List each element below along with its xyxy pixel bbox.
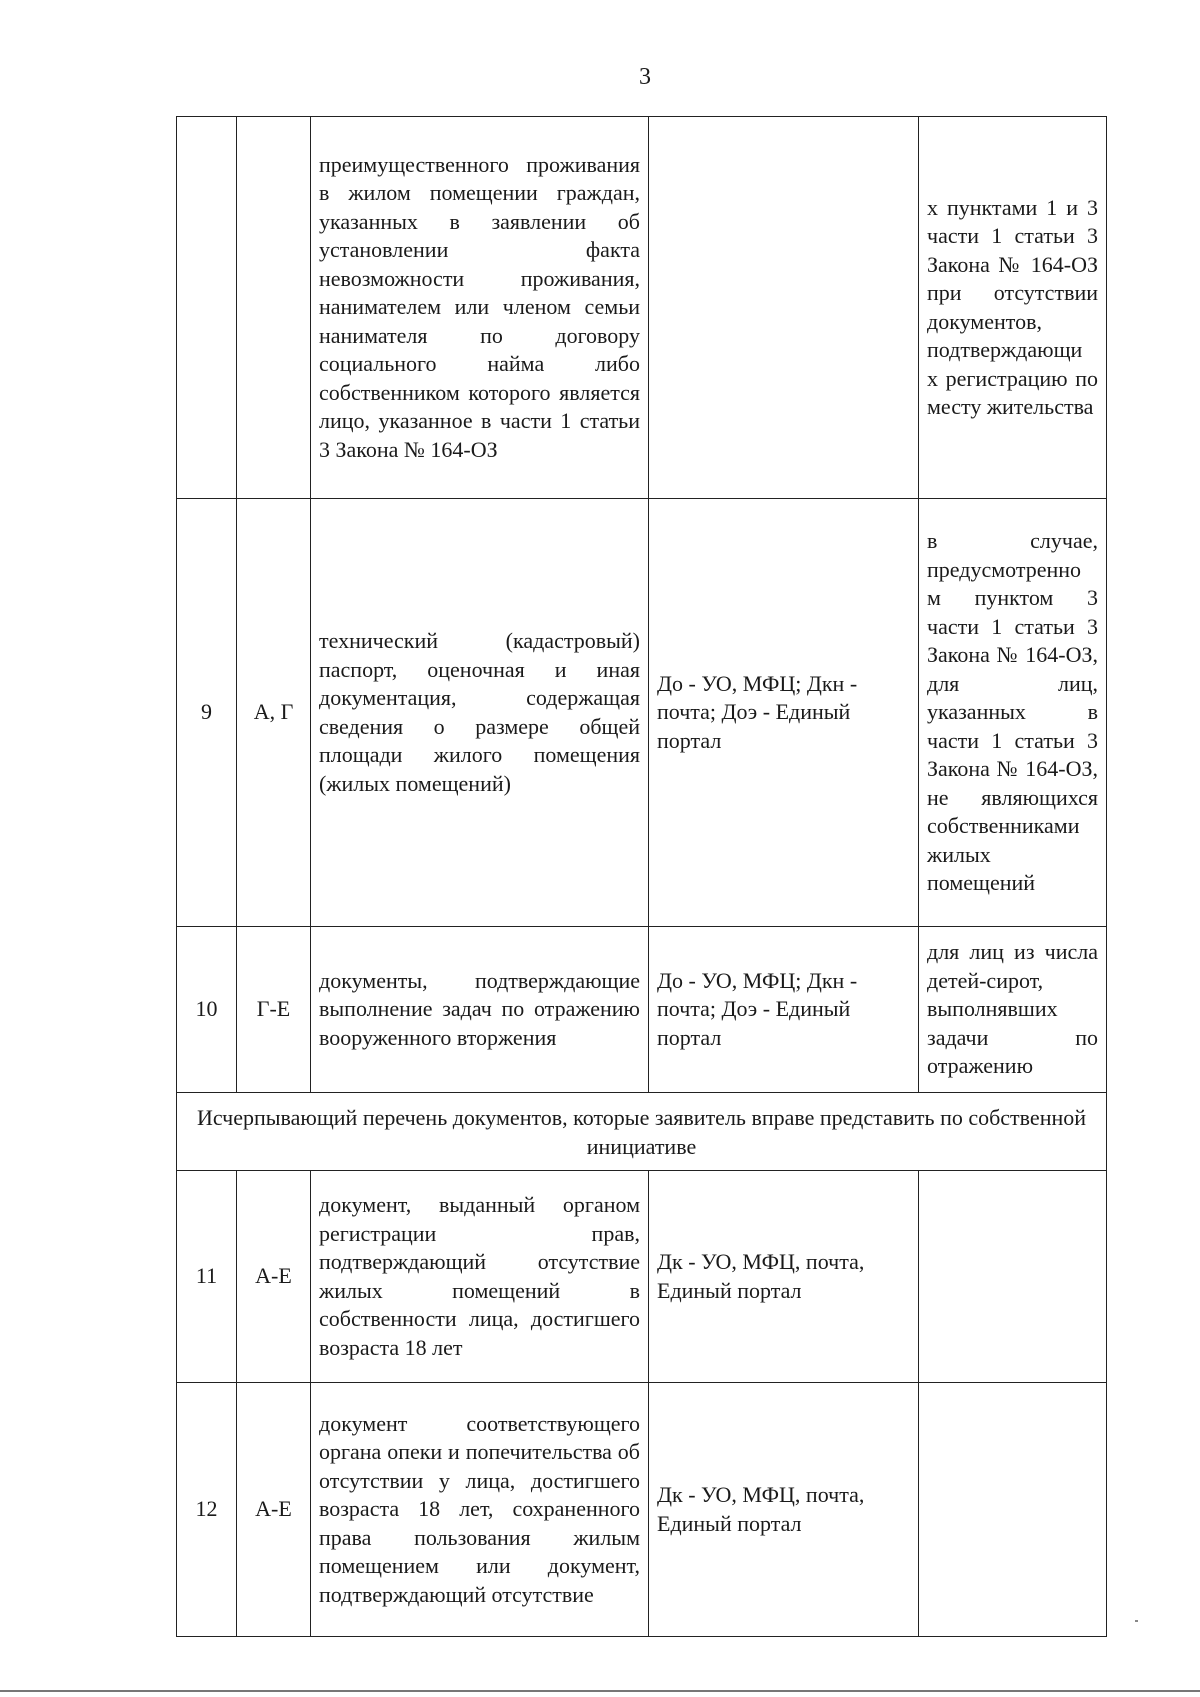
table-row bbox=[177, 1383, 1107, 1637]
submission-method: До - УО, МФЦ; Дкн - почта; Доэ - Единый портал bbox=[649, 927, 919, 1093]
row-note bbox=[919, 1383, 1107, 1637]
row-note: х пунктами 1 и 3 части 1 статьи 3 Закона № 164-ОЗ при отсутствии документов, подтверждающи х регистрацию по месту жительства bbox=[919, 117, 1107, 499]
document-description: технический (кадастровый) паспорт, оценочная и иная документация, содержащая сведения о размере общей площади жилого помещения (жилых помещений) bbox=[311, 499, 649, 927]
document-description: преимущественного проживания в жилом помещении граждан, указанных в заявлении об установлении факта невозможности проживания, нанимателем или членом семьи нанимателя по договору социального найма либо собственником которого является лицо, указанное в части 1 статьи 3 Закона № 164-ОЗ bbox=[311, 117, 649, 499]
row-number: 10 bbox=[177, 927, 237, 1093]
table-row bbox=[177, 499, 1107, 927]
section-heading: Исчерпывающий перечень документов, которые заявитель вправе представить по собственной инициативе bbox=[177, 1093, 1107, 1171]
document-description: документ, выданный органом регистрации прав, подтверждающий отсутствие жилых помещений в собственности лица, достигшего возраста 18 лет bbox=[311, 1171, 649, 1383]
row-category: А, Г bbox=[237, 499, 311, 927]
scan-speck bbox=[1135, 1620, 1138, 1622]
table-row bbox=[177, 1171, 1107, 1383]
row-note: в случае, предусмотренно м пунктом 3 части 1 статьи 3 Закона № 164-ОЗ, для лиц, указанных в части 1 статьи 3 Закона № 164-ОЗ, не являющихся собственниками жилых помещений bbox=[919, 499, 1107, 927]
submission-method: Дк - УО, МФЦ, почта, Единый портал bbox=[649, 1383, 919, 1637]
row-category: А-Е bbox=[237, 1171, 311, 1383]
document-description: документ соответствующего органа опеки и попечительства об отсутствии у лица, достигшего возраста 18 лет, сохраненного права пользования жилым помещением или документ, подтверждающий отсутствие bbox=[311, 1383, 649, 1637]
page-bottom-edge bbox=[0, 1690, 1200, 1692]
row-category: А-Е bbox=[237, 1383, 311, 1637]
row-category: Г-Е bbox=[237, 927, 311, 1093]
table-row bbox=[177, 927, 1107, 1093]
row-note: для лиц из числа детей-сирот, выполнявших задачи по отражению bbox=[919, 927, 1107, 1093]
row-category bbox=[237, 117, 311, 499]
row-number: 12 bbox=[177, 1383, 237, 1637]
page-number: 3 bbox=[639, 64, 651, 90]
table-row bbox=[177, 117, 1107, 499]
submission-method bbox=[649, 117, 919, 499]
row-number: 9 bbox=[177, 499, 237, 927]
row-number: 11 bbox=[177, 1171, 237, 1383]
documents-table bbox=[176, 116, 1107, 1637]
row-number bbox=[177, 117, 237, 499]
row-note bbox=[919, 1171, 1107, 1383]
document-description: документы, подтверждающие выполнение задач по отражению вооруженного вторжения bbox=[311, 927, 649, 1093]
submission-method: Дк - УО, МФЦ, почта, Единый портал bbox=[649, 1171, 919, 1383]
submission-method: До - УО, МФЦ; Дкн - почта; Доэ - Единый портал bbox=[649, 499, 919, 927]
section-row bbox=[177, 1093, 1107, 1171]
